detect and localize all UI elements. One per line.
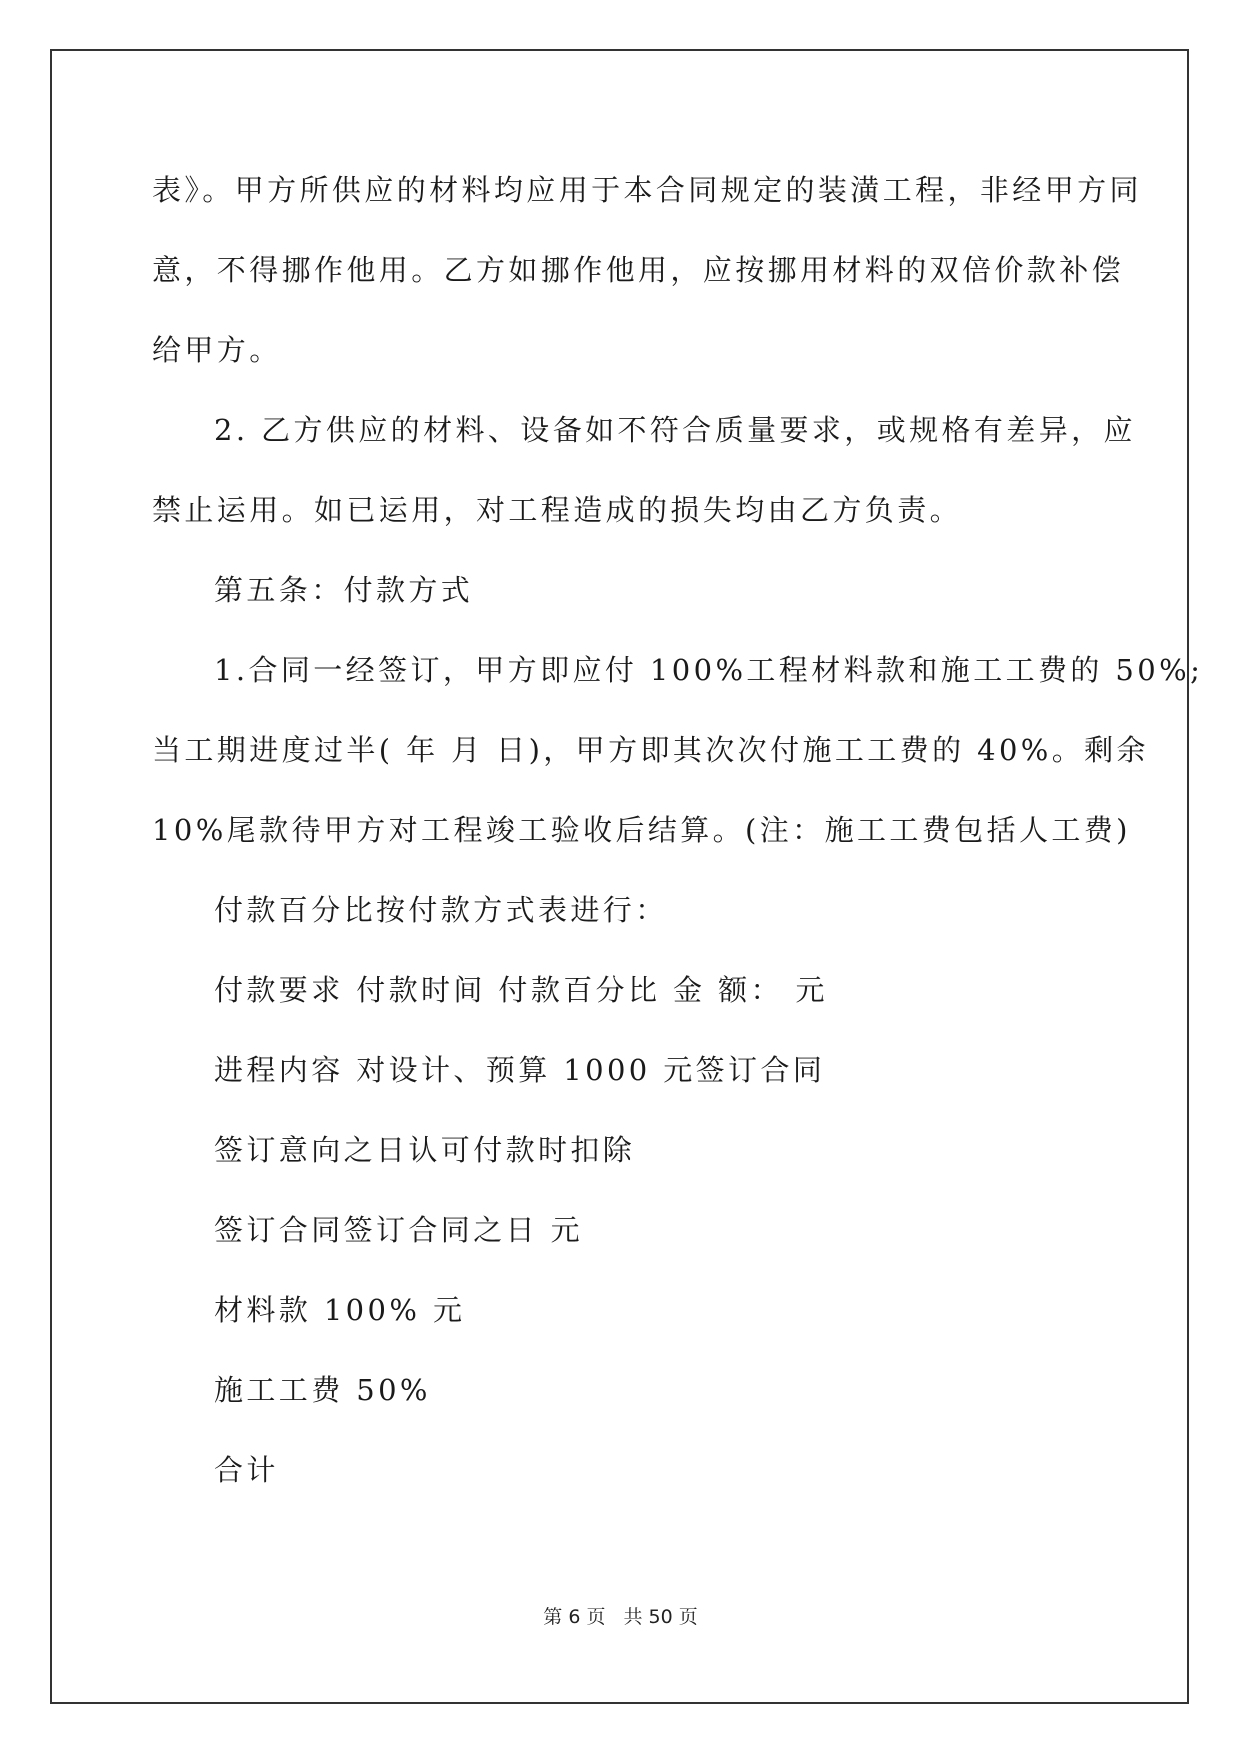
table-text-line: 合计 [214,1453,279,1487]
page-number-total: 共 50 页 [623,1606,698,1628]
table-text-line: 进程内容 对设计、预算 1000 元签订合同 [214,1053,826,1087]
table-text-line: 施工工费 50% [214,1373,431,1407]
paragraph-line: 付款百分比按付款方式表进行： [214,893,668,927]
table-text-line: 付款要求 付款时间 付款百分比 金 额： 元 [214,973,828,1007]
paragraph-line: 1.合同一经签订，甲方即应付 100%工程材料款和施工工费的 50%; [214,653,1204,687]
paragraph-line: 10%尾款待甲方对工程竣工验收后结算。(注：施工工费包括人工费) [152,813,1131,847]
paragraph-line: 2. 乙方供应的材料、设备如不符合质量要求，或规格有差异，应 [214,413,1136,447]
table-text-line: 签订意向之日认可付款时扣除 [214,1133,636,1167]
table-text-line: 材料款 100% 元 [214,1293,466,1327]
paragraph-line: 给甲方。 [152,333,282,367]
table-text-line: 签订合同签订合同之日 元 [214,1213,584,1247]
page-footer [0,1602,1241,1629]
paragraph-line: 表》。甲方所供应的材料均应用于本合同规定的装潢工程，非经甲方同 [152,173,1142,207]
section-heading: 第五条：付款方式 [214,573,474,607]
paragraph-line: 意，不得挪作他用。乙方如挪作他用，应按挪用材料的双倍价款补偿 [152,253,1125,287]
paragraph-line: 禁止运用。如已运用，对工程造成的损失均由乙方负责。 [152,493,963,527]
page-number-current: 第 6 页 [543,1606,606,1628]
paragraph-line: 当工期进度过半( 年 月 日)，甲方即其次次付施工工费的 40%。剩余 [152,733,1149,767]
